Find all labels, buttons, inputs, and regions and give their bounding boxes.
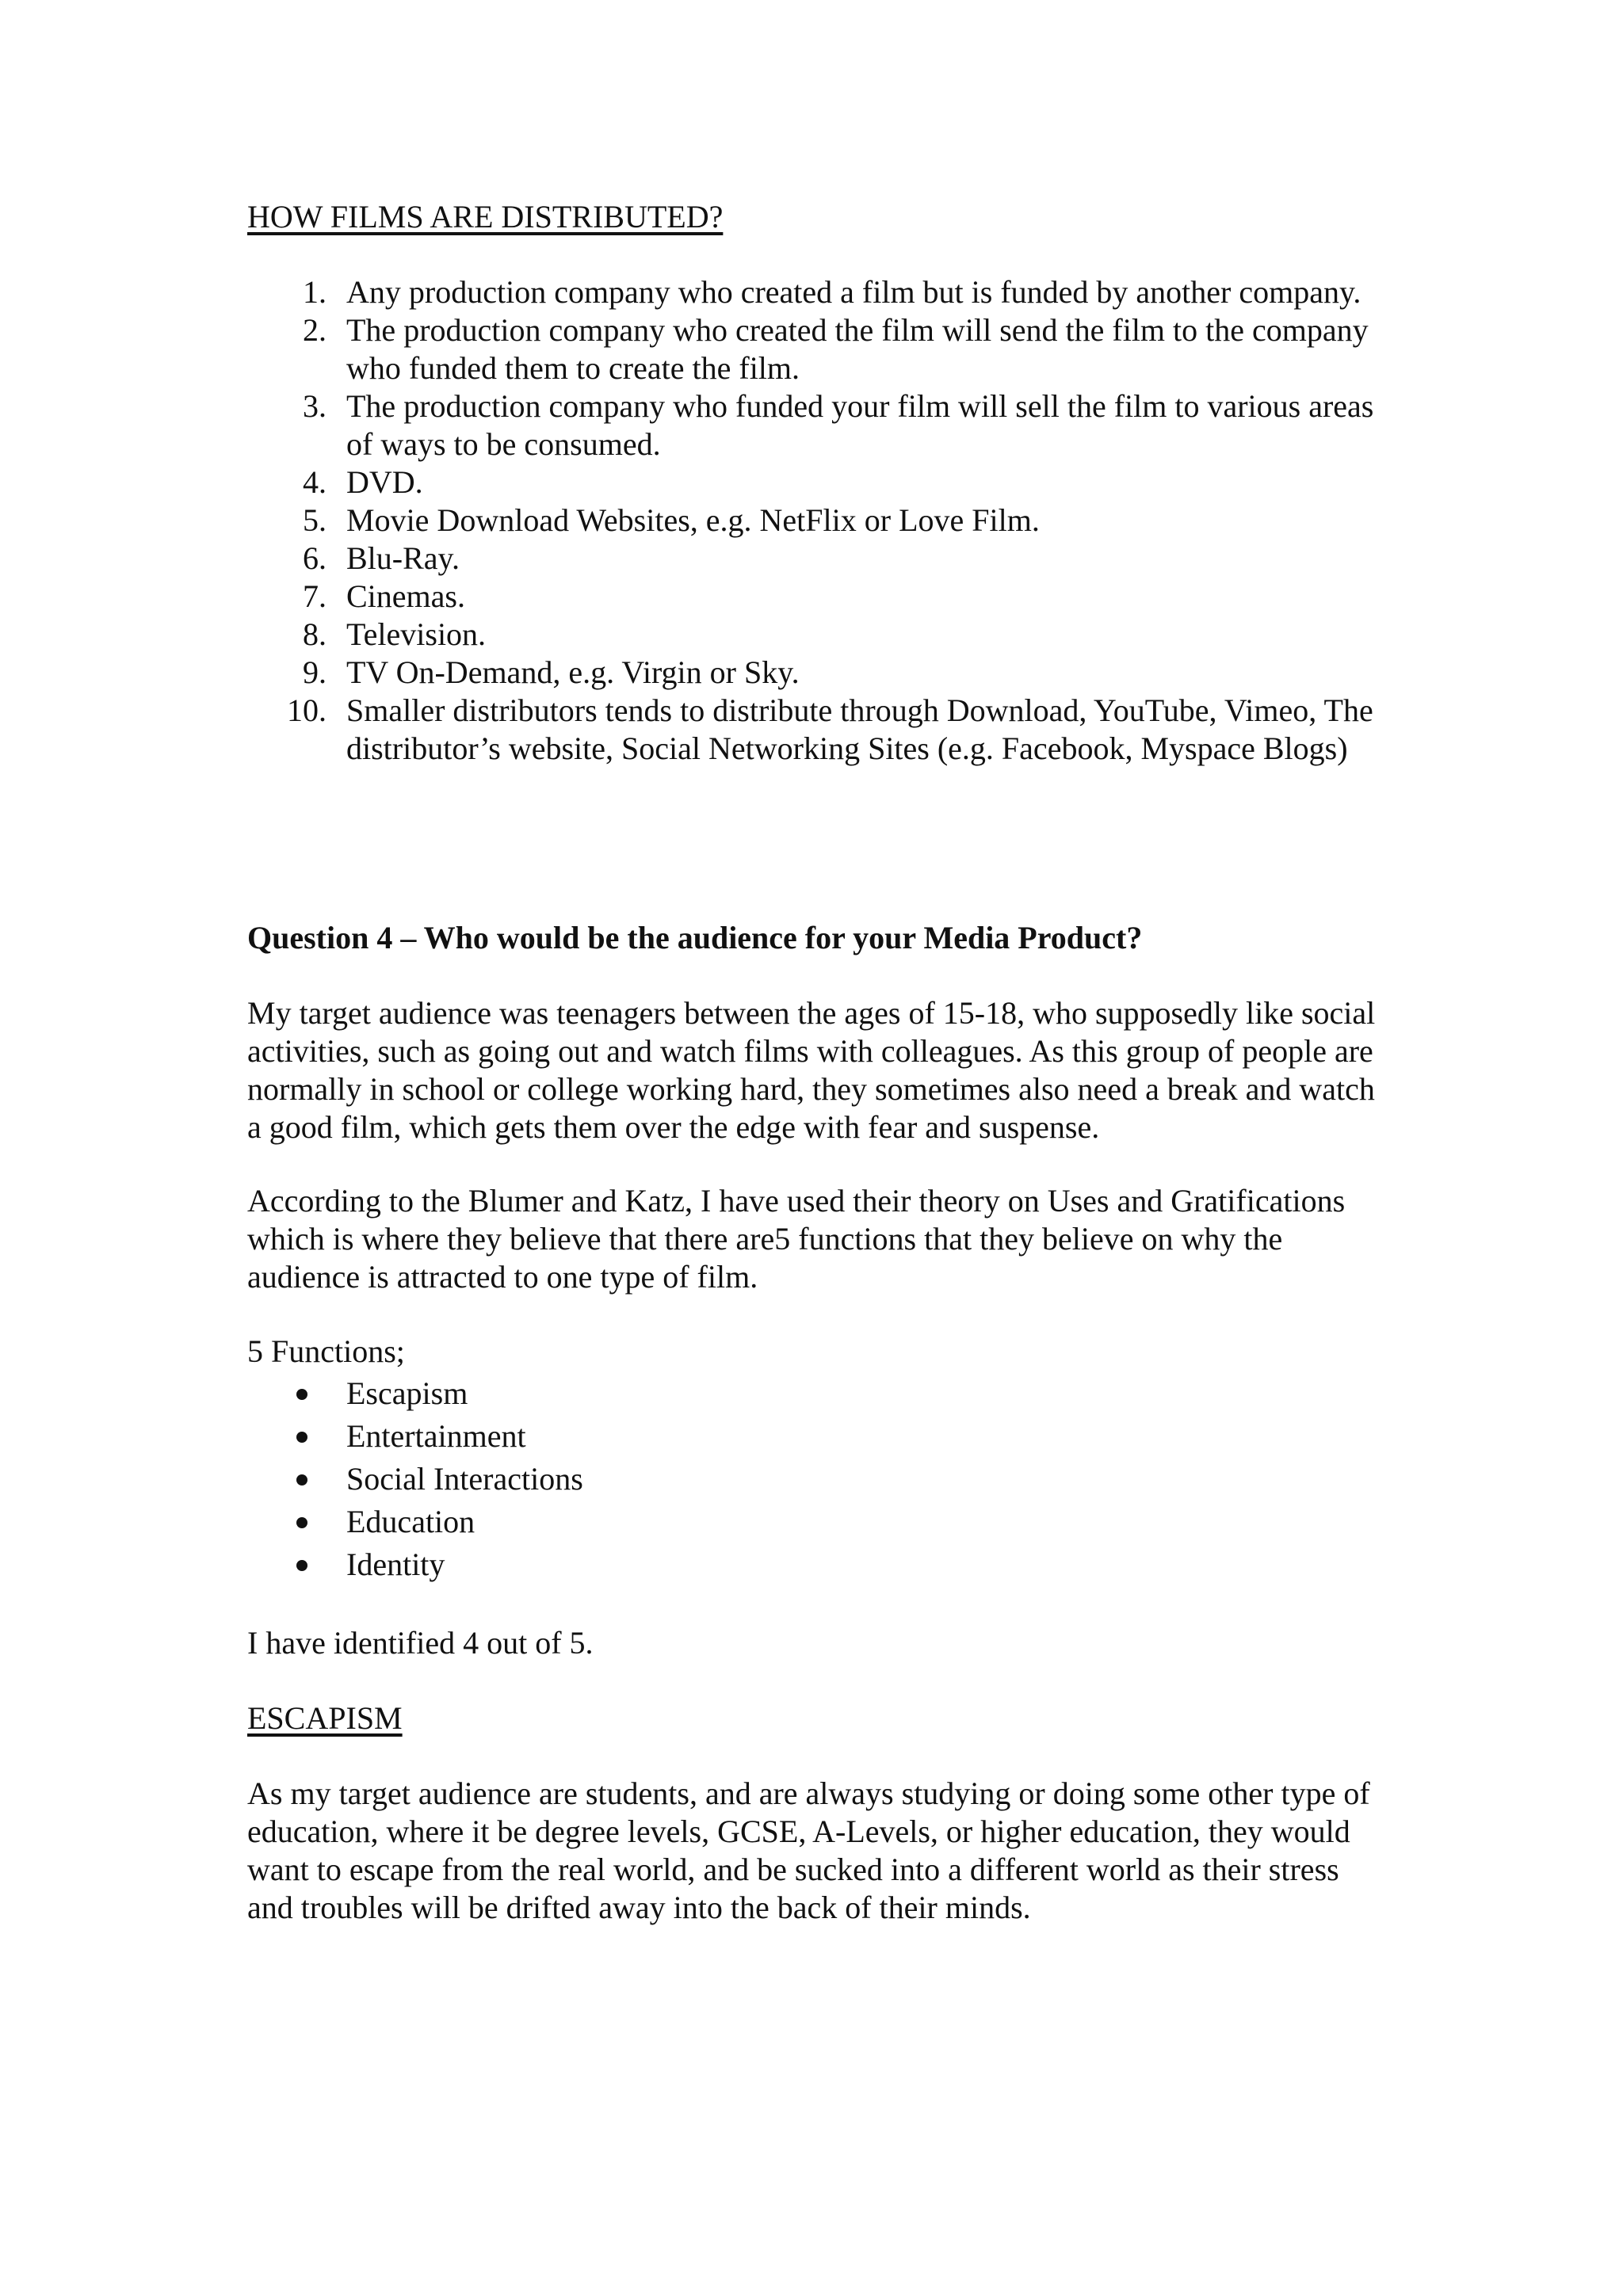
list-item [247,1417,583,1460]
question4-heading: Question 4 – Who would be the audience for your Media Product? [247,920,1143,955]
list-item-number: 7. [303,578,327,614]
bullet-icon [296,1432,307,1443]
list-item-text: Movie Download Websites, e.g. NetFlix or Love Film. [346,502,1040,538]
list-item [247,463,1388,502]
list-item [247,1375,583,1417]
list-item-number: 4. [303,464,327,500]
bullet-icon [296,1517,307,1528]
escapism-heading: ESCAPISM [247,1700,403,1736]
theory-paragraph: According to the Blumer and Katz, I have used their theory on Uses and Gratifications which is where they believe that there are5 functions that they believe on why the audience is attracted to one type of film. [247,1183,1346,1295]
list-item [247,273,1388,311]
list-item [247,616,1388,654]
list-item-number: 8. [303,616,327,652]
list-item-text: TV On-Demand, e.g. Virgin or Sky. [346,654,800,690]
function-label: Entertainment [346,1418,526,1454]
list-item-text: Any production company who created a film but is funded by another company. [346,274,1361,310]
function-label: Social Interactions [346,1461,583,1497]
list-item-number: 3. [303,388,327,424]
list-item-number: 5. [303,502,327,538]
bullet-icon [296,1474,307,1486]
list-item [247,692,1388,768]
list-item-number: 6. [303,540,327,576]
bullet-icon [296,1389,307,1400]
escapism-paragraph: As my target audience are students, and are always studying or doing some other type of education, where it be degree levels, GCSE, A-Levels, or higher education, they would want to escape from the real world, and be sucked into a different world as their stress and troubles will be drifted away into the back of their minds. [247,1775,1370,1925]
list-item [247,578,1388,616]
list-item-text: Blu-Ray. [346,540,460,576]
distribution-list [247,273,1388,768]
list-item-text: Smaller distributors tends to distribute through Download, YouTube, Vimeo, The distributor’s website, Social Networking Sites (e.g. Facebook, Myspace Blogs) [346,692,1373,766]
list-item-text: DVD. [346,464,423,500]
function-label: Identity [346,1547,445,1582]
list-item [247,540,1388,578]
list-item [247,1546,583,1589]
function-label: Escapism [346,1375,468,1411]
list-item-number: 2. [303,312,327,348]
list-item [247,502,1388,540]
list-item-text: The production company who funded your film will sell the film to various areas of ways to be consumed. [346,388,1374,462]
list-item-text: Cinemas. [346,578,465,614]
list-item-number: 10. [287,692,327,728]
functions-list [247,1375,583,1589]
list-item [247,1460,583,1503]
function-label: Education [346,1504,475,1539]
distribution-heading: HOW FILMS ARE DISTRIBUTED? [247,199,724,235]
list-item [247,311,1388,387]
list-item-number: 1. [303,274,327,310]
functions-label: 5 Functions; [247,1333,405,1369]
list-item-text: The production company who created the film will send the film to the company who funded them to create the film. [346,312,1369,386]
list-item-number: 9. [303,654,327,690]
identified-text: I have identified 4 out of 5. [247,1625,594,1661]
bullet-icon [296,1560,307,1571]
audience-paragraph: My target audience was teenagers between the ages of 15-18, who supposedly like social activities, such as going out and watch films with colleagues. As this group of people are normally in school or college working hard, they sometimes also need a break and watch a good film, which gets them over the edge with fear and suspense. [247,995,1376,1145]
list-item [247,1503,583,1546]
list-item [247,654,1388,692]
list-item-text: Television. [346,616,487,652]
list-item [247,387,1388,463]
